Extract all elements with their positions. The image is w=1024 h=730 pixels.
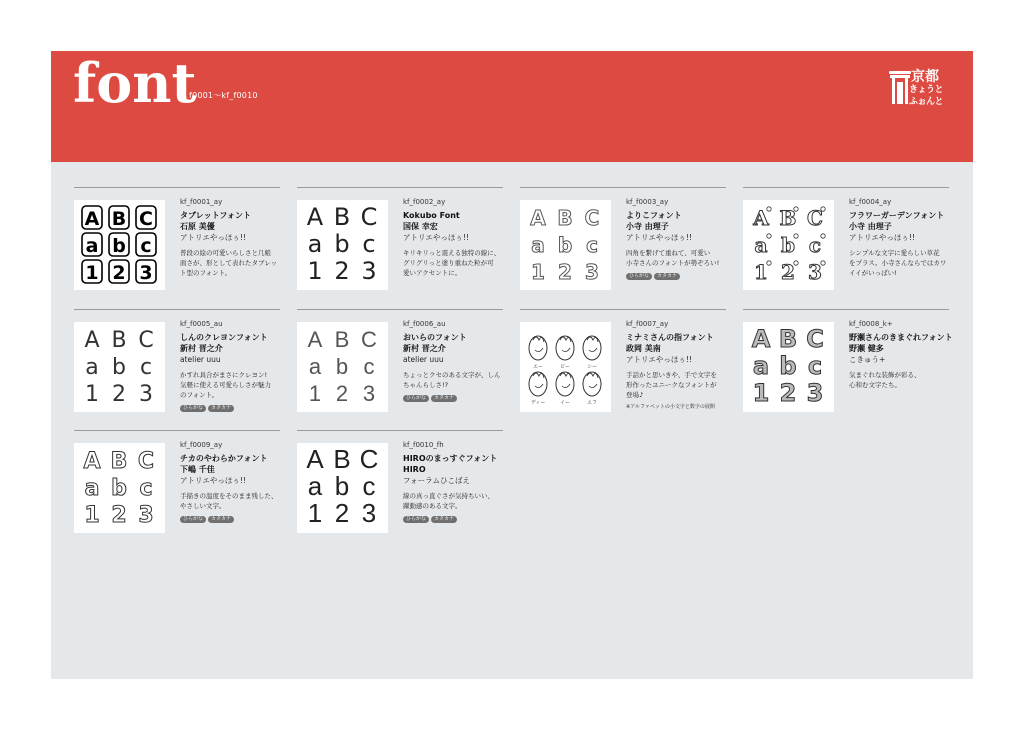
tag-badge: カタカナ <box>431 516 457 523</box>
svg-text:a: a <box>84 476 100 501</box>
font-code: kf_f0010_fh <box>403 441 444 449</box>
font-code: kf_f0001_ay <box>180 198 223 206</box>
svg-text:A: A <box>306 444 324 474</box>
font-author: 新村 晋之介 <box>180 344 223 353</box>
svg-text:3: 3 <box>138 503 154 528</box>
svg-text:A: A <box>307 327 323 352</box>
font-tags <box>180 516 284 524</box>
font-card <box>743 187 949 306</box>
font-sample <box>743 322 834 412</box>
description-line: 普段の絵の可愛いらしさと几帳 <box>180 249 271 257</box>
svg-text:B: B <box>333 444 351 474</box>
svg-text:2: 2 <box>558 260 572 284</box>
header-banner <box>51 51 973 162</box>
svg-text:3: 3 <box>585 260 599 284</box>
hand-label: ディー <box>530 400 546 406</box>
svg-text:B: B <box>111 328 127 353</box>
font-info <box>180 319 284 413</box>
font-author: 下嶋 千佳 <box>180 465 215 474</box>
font-sample <box>74 443 165 533</box>
svg-text:b: b <box>112 235 126 257</box>
logo-kana: きょうとふぉんと <box>909 85 944 107</box>
svg-text:C: C <box>139 208 153 230</box>
font-author: 小寺 由理子 <box>626 222 669 231</box>
svg-text:1: 1 <box>752 379 770 407</box>
svg-text:A: A <box>84 328 100 353</box>
svg-text:3: 3 <box>139 262 153 284</box>
description-line: 気軽に使える可愛らしさが魅力 <box>180 381 271 389</box>
font-description <box>180 491 284 511</box>
svg-text:c: c <box>807 352 823 380</box>
svg-text:1: 1 <box>754 260 768 284</box>
tag-badge: ひらがな <box>180 405 206 412</box>
hand-label: イー <box>559 400 571 406</box>
svg-text:C: C <box>361 327 377 352</box>
svg-text:a: a <box>85 355 99 380</box>
description-line: やさしい文字。 <box>180 502 226 510</box>
svg-text:A: A <box>751 325 771 353</box>
svg-text:c: c <box>362 471 376 501</box>
hand-label: ビー <box>560 364 570 370</box>
description-line: ト型のフォント。 <box>180 269 232 277</box>
font-card <box>297 187 503 306</box>
svg-text:1: 1 <box>307 257 323 285</box>
font-author: HIRO <box>403 465 426 474</box>
svg-text:2: 2 <box>781 260 795 284</box>
font-name: タブレットフォント <box>180 211 251 220</box>
hand-label: エフ <box>586 400 598 406</box>
svg-text:B: B <box>110 449 128 474</box>
font-card <box>297 309 503 428</box>
svg-text:1: 1 <box>84 503 100 528</box>
catalog-sheet <box>51 51 973 679</box>
svg-text:c: c <box>808 233 822 257</box>
svg-text:B: B <box>557 206 573 230</box>
font-info <box>180 440 284 524</box>
svg-text:3: 3 <box>362 381 376 406</box>
svg-text:a: a <box>531 233 545 257</box>
font-card <box>520 187 726 306</box>
font-sample-glyphs <box>74 443 165 533</box>
svg-text:c: c <box>139 355 153 380</box>
font-sample <box>520 322 611 412</box>
font-sample <box>297 322 388 412</box>
font-name: よりこフォント <box>626 211 682 220</box>
font-sample <box>297 443 388 533</box>
logo-kyoto: 京都 <box>911 69 939 85</box>
font-info <box>180 197 284 278</box>
svg-text:a: a <box>307 230 323 258</box>
font-description <box>849 248 953 278</box>
font-description <box>626 248 730 268</box>
font-author: 新村 晋之介 <box>403 344 446 353</box>
font-maker: こきゅう+ <box>849 355 886 364</box>
font-info <box>626 319 730 411</box>
description-line: ちゃんらしさ!? <box>403 381 449 389</box>
font-card <box>520 309 726 428</box>
svg-text:c: c <box>586 233 598 257</box>
description-line: をプラス。小寺さんならではカワ <box>849 259 947 267</box>
svg-text:A: A <box>83 449 101 474</box>
svg-text:3: 3 <box>361 257 377 285</box>
tag-badge: ひらがな <box>626 273 652 280</box>
font-code: kf_f0006_au <box>403 320 446 328</box>
svg-text:2: 2 <box>334 257 350 285</box>
font-code: kf_f0003_ay <box>626 198 669 206</box>
svg-text:b: b <box>334 230 350 258</box>
font-info <box>403 319 507 403</box>
font-code: kf_f0007_ay <box>626 320 669 328</box>
font-description <box>403 370 507 390</box>
hand-label: エー <box>532 364 544 370</box>
temple-icon <box>889 71 911 105</box>
font-code: kf_f0004_ay <box>849 198 892 206</box>
font-name: おいらのフォント <box>403 333 467 342</box>
font-author: 小寺 由理子 <box>849 222 892 231</box>
font-description <box>403 248 507 278</box>
svg-text:A: A <box>306 203 324 231</box>
font-author: 政岡 美南 <box>626 344 661 353</box>
svg-text:2: 2 <box>112 262 126 284</box>
svg-text:b: b <box>779 352 797 380</box>
description-line: 小寺さんのフォントが勢ぞろい! <box>626 259 720 267</box>
svg-text:a: a <box>85 235 99 257</box>
svg-text:1: 1 <box>307 498 323 528</box>
description-line: キリキリっと震える独特の線に、 <box>403 249 501 257</box>
font-code: kf_f0002_ay <box>403 198 446 206</box>
font-name: 野瀬さんのきまぐれフォント <box>849 333 953 342</box>
description-line: グリグリっと塗り重ねた粒が可 <box>403 259 494 267</box>
svg-text:2: 2 <box>335 381 349 406</box>
svg-text:C: C <box>360 203 378 231</box>
font-sample <box>520 200 611 290</box>
description-line: 面さが、形として表れたタブレッ <box>180 259 278 267</box>
description-line: 躍動感のある文字。 <box>403 502 462 510</box>
description-line: 心和む文字たち。 <box>849 381 901 389</box>
font-card <box>74 309 280 428</box>
svg-text:C: C <box>359 444 379 474</box>
font-note: ※アルファベットの小文字と数字の展開 <box>626 404 715 410</box>
svg-text:2: 2 <box>779 379 797 407</box>
font-sample <box>74 322 165 412</box>
svg-text:3: 3 <box>361 498 377 528</box>
description-line: イイがいっぱい! <box>849 269 897 277</box>
font-maker: アトリエやっほぅ!! <box>626 355 692 364</box>
svg-text:C: C <box>807 206 823 230</box>
svg-text:c: c <box>140 235 152 257</box>
font-card <box>74 187 280 306</box>
code-range: kf_f0001～kf_f0010 <box>177 91 258 100</box>
tag-badge: カタカナ <box>208 405 234 412</box>
svg-text:c: c <box>362 230 376 258</box>
svg-text:B: B <box>111 208 127 230</box>
font-sample-glyphs <box>297 322 388 412</box>
font-info <box>849 197 953 278</box>
svg-text:2: 2 <box>111 503 127 528</box>
svg-text:A: A <box>753 206 769 230</box>
svg-text:1: 1 <box>308 381 322 406</box>
font-info <box>849 319 953 390</box>
svg-text:1: 1 <box>85 262 99 284</box>
tag-badge: カタカナ <box>654 273 680 280</box>
font-sample-glyphs <box>743 322 834 412</box>
svg-text:3: 3 <box>806 379 824 407</box>
svg-text:C: C <box>806 325 824 353</box>
svg-text:B: B <box>779 206 797 230</box>
tag-badge: ひらがな <box>403 395 429 402</box>
svg-text:b: b <box>781 233 795 257</box>
svg-text:b: b <box>334 471 350 501</box>
font-info <box>626 197 730 281</box>
font-description <box>849 370 953 390</box>
svg-text:2: 2 <box>334 498 350 528</box>
description-line: 愛いアクセントに。 <box>403 269 462 277</box>
tag-badge: カタカナ <box>208 516 234 523</box>
description-line: 形作ったユニークなフォントが <box>626 381 717 389</box>
font-maker: アトリエやっほぅ!! <box>849 233 915 242</box>
svg-text:A: A <box>530 206 546 230</box>
font-sample-glyphs <box>74 200 165 290</box>
page-title: font <box>73 51 197 115</box>
font-author: 野瀬 健多 <box>849 344 884 353</box>
description-line: シンプルな文字に愛らしい草花 <box>849 249 940 257</box>
font-maker: アトリエやっほぅ!! <box>403 233 469 242</box>
svg-text:b: b <box>111 476 127 501</box>
svg-text:3: 3 <box>808 260 822 284</box>
font-sample <box>743 200 834 290</box>
font-name: フラワーガーデンフォント <box>849 211 945 220</box>
font-code: kf_f0008_k+ <box>849 320 893 328</box>
svg-text:B: B <box>334 327 350 352</box>
description-line: かすれ具合がまさにクレヨン! <box>180 371 268 379</box>
font-description <box>626 370 730 400</box>
svg-text:B: B <box>778 325 798 353</box>
svg-text:C: C <box>137 449 155 474</box>
font-maker: アトリエやっほぅ!! <box>626 233 692 242</box>
svg-text:2: 2 <box>112 382 126 407</box>
brand-logo <box>889 69 951 105</box>
svg-text:A: A <box>84 208 100 230</box>
font-description <box>180 248 284 278</box>
font-info <box>403 197 507 278</box>
svg-text:c: c <box>139 476 153 501</box>
font-name: HIROのまっすぐフォント <box>403 454 498 463</box>
svg-text:a: a <box>307 471 323 501</box>
font-maker: フォーラムひこばえ <box>403 476 471 485</box>
font-code: kf_f0005_au <box>180 320 223 328</box>
description-line: 気まぐれな装飾が彩る、 <box>849 371 921 379</box>
svg-text:1: 1 <box>531 260 545 284</box>
tag-badge: ひらがな <box>180 516 206 523</box>
svg-text:a: a <box>754 233 768 257</box>
description-line: 登場♪ <box>626 391 644 399</box>
font-author: 国保 幸宏 <box>403 222 438 231</box>
svg-text:C: C <box>138 328 154 353</box>
font-author: 石原 美優 <box>180 222 215 231</box>
svg-text:b: b <box>557 233 573 257</box>
svg-text:b: b <box>335 354 349 379</box>
svg-text:1: 1 <box>85 382 99 407</box>
font-tags <box>403 395 507 403</box>
font-name: しんのクレヨンフォント <box>180 333 268 342</box>
font-sample-glyphs <box>74 322 165 412</box>
font-description <box>180 370 284 400</box>
hand-label: シー <box>586 364 598 370</box>
description-line: 四角を繋げて重ねて、可愛い <box>626 249 711 257</box>
font-card <box>297 430 503 549</box>
font-maker: アトリエやっほぅ!! <box>180 233 246 242</box>
description-line: 手描きの温度をそのまま残した、 <box>180 492 278 500</box>
svg-text:a: a <box>308 354 322 379</box>
svg-text:a: a <box>752 352 770 380</box>
font-card <box>74 430 280 549</box>
font-tags <box>180 405 284 413</box>
font-maker: atelier uuu <box>180 355 221 364</box>
font-sample-glyphs <box>297 443 388 533</box>
svg-text:B: B <box>333 203 351 231</box>
tag-badge: カタカナ <box>431 395 457 402</box>
font-description <box>403 491 507 511</box>
svg-text:3: 3 <box>139 382 153 407</box>
svg-text:C: C <box>584 206 600 230</box>
tag-badge: ひらがな <box>403 516 429 523</box>
description-line: 線の真っ直ぐさが気持ちいい、 <box>403 492 494 500</box>
font-sample <box>74 200 165 290</box>
font-maker: atelier uuu <box>403 355 444 364</box>
font-sample-glyphs <box>520 322 611 412</box>
font-name: Kokubo Font <box>403 211 460 220</box>
font-sample-glyphs <box>297 200 388 290</box>
description-line: のフォント。 <box>180 391 219 399</box>
font-maker: アトリエやっほぅ!! <box>180 476 246 485</box>
svg-text:b: b <box>112 355 126 380</box>
font-sample-glyphs <box>520 200 611 290</box>
font-code: kf_f0009_ay <box>180 441 223 449</box>
font-info <box>403 440 507 524</box>
font-sample-glyphs <box>743 200 834 290</box>
font-sample <box>297 200 388 290</box>
font-name: ミナミさんの指フォント <box>626 333 714 342</box>
font-tags <box>626 273 730 281</box>
font-name: チカのやわらかフォント <box>180 454 268 463</box>
description-line: ちょっとクセのある文字が、しん <box>403 371 501 379</box>
font-card <box>743 309 953 428</box>
svg-text:c: c <box>363 354 375 379</box>
description-line: 手話かと思いきや、手で文字を <box>626 371 717 379</box>
font-tags <box>403 516 507 524</box>
